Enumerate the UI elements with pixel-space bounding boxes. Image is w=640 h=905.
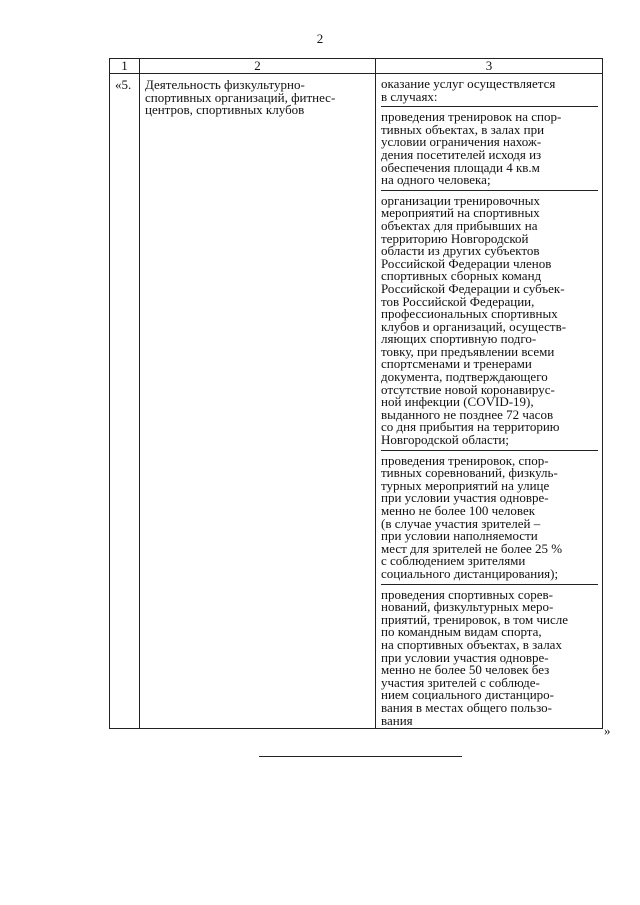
- activity-line: центров, спортивных клубов: [145, 102, 305, 118]
- condition-line: условии ограничения нахож-: [381, 134, 542, 150]
- condition-line: тивных соревнований, физкуль-: [381, 465, 558, 481]
- condition-line: мест для зрителей не более 25 %: [381, 540, 563, 556]
- condition-line: при условии наполняемости: [381, 528, 538, 544]
- condition-line: Новгородской области;: [381, 432, 509, 448]
- page-number: 2: [316, 31, 324, 46]
- condition-line: с соблюдением зрителями: [381, 553, 526, 569]
- bottom-divider: [259, 756, 462, 757]
- condition-line: турных мероприятий на улице: [381, 477, 550, 493]
- condition-line: тивных объектах, в залах при: [381, 121, 545, 137]
- condition-line: дения посетителей исходя из: [381, 146, 542, 162]
- row-number: «5.: [110, 74, 140, 729]
- condition-line: отсутствие новой коронавирус-: [381, 381, 555, 397]
- condition-line: клубов и организаций, осуществ-: [381, 318, 567, 334]
- condition-line: ной инфекции (COVID-19),: [381, 394, 534, 410]
- condition-line: при условии участия одновре-: [381, 490, 549, 506]
- condition-line: со дня прибытия на территорию: [381, 419, 560, 435]
- closing-quote: »: [604, 723, 611, 738]
- activity-line: спортивных организаций, фитнес-: [145, 89, 336, 105]
- conditions-cell: [376, 74, 603, 729]
- condition-line: приятий, тренировок, в том числе: [381, 611, 569, 627]
- condition-line: выданного не позднее 72 часов: [381, 406, 554, 422]
- condition-line: (в случае участия зрителей –: [381, 515, 541, 531]
- condition-line: профессиональных спортивных: [381, 306, 558, 322]
- condition-line: территорию Новгородской: [381, 230, 529, 246]
- condition-line: вания: [381, 712, 413, 728]
- condition-line: менно не более 50 человек без: [381, 662, 550, 678]
- table-header-row: [110, 59, 603, 74]
- regulation-table: [109, 58, 603, 729]
- condition-line: социального дистанцирования);: [381, 565, 559, 581]
- activity-line: Деятельность физкультурно-: [145, 77, 305, 92]
- column-header: 2: [140, 59, 376, 74]
- condition-line: мероприятий на спортивных: [381, 205, 540, 221]
- condition-line: нием социального дистанциро-: [381, 687, 555, 703]
- column-header: 1: [110, 59, 140, 74]
- column-header: 3: [376, 59, 603, 74]
- condition-line: на спортивных объектах, в залах: [381, 636, 562, 652]
- condition-line: спортсменами и тренерами: [381, 356, 532, 372]
- condition-line: менно не более 100 человек: [381, 503, 536, 518]
- conditions-list: [381, 78, 598, 727]
- condition-line: обеспечения площади 4 кв.м: [381, 159, 540, 175]
- condition-paragraph: [381, 191, 598, 451]
- condition-line: документа, подтверждающего: [381, 369, 548, 385]
- condition-line: участия зрителей с соблюде-: [381, 674, 540, 690]
- condition-paragraph: [381, 451, 598, 585]
- condition-line: на одного человека;: [381, 172, 491, 188]
- condition-line: проведения спортивных сорев-: [381, 586, 553, 602]
- table-row: [110, 74, 603, 729]
- condition-paragraph: [381, 585, 598, 728]
- condition-line: в случаях:: [381, 88, 438, 104]
- condition-line: проведения тренировок, спор-: [381, 452, 549, 468]
- condition-line: Российской Федерации членов: [381, 255, 552, 271]
- condition-line: спортивных сборных команд: [381, 268, 542, 284]
- condition-line: Российской Федерации и субъек-: [381, 280, 565, 296]
- condition-line: области из других субъектов: [381, 243, 540, 259]
- condition-line: вания в местах общего пользо-: [381, 699, 552, 715]
- condition-line: объектах для прибывших на: [381, 217, 538, 233]
- condition-paragraph: [381, 78, 598, 107]
- condition-line: тов Российской Федерации,: [381, 293, 535, 309]
- condition-line: организации тренировочных: [381, 192, 541, 208]
- condition-line: проведения тренировок на спор-: [381, 109, 562, 125]
- activity-cell: [140, 74, 376, 729]
- condition-line: оказание услуг осуществляется: [381, 76, 556, 91]
- condition-paragraph: [381, 107, 598, 191]
- condition-line: ляющих спортивную подго-: [381, 331, 537, 347]
- condition-line: нований, физкультурных меро-: [381, 599, 554, 615]
- condition-line: при условии участия одновре-: [381, 649, 549, 665]
- condition-line: по командным видам спорта,: [381, 624, 542, 640]
- condition-line: товку, при предъявлении всеми: [381, 343, 555, 359]
